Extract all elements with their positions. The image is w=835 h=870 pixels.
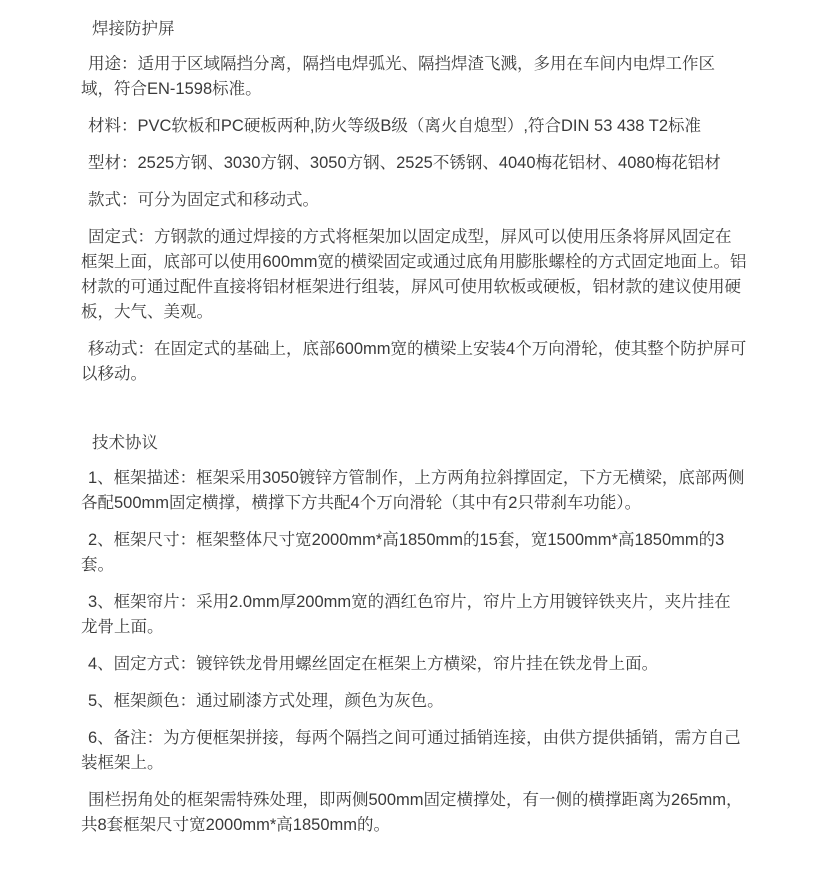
tech-item-fixing-method: 4、固定方式：镀锌铁龙骨用螺丝固定在框架上方横梁，帘片挂在铁龙骨上面。 [88,655,659,673]
paragraph-material: 材料：PVC软板和PC硬板两种,防火等级B级（离火自熄型）,符合DIN 53 438 T2标准 [88,117,702,135]
paragraph-corner-note: 围栏拐角处的框架需特殊处理，即两侧500mm固定横撑处，有一侧的横撑距离为265mm，共8套框架尺寸宽2000mm*高1850mm的。 [81,791,743,834]
paragraph-usage: 用途：适用于区域隔挡分离，隔挡电焊弧光、隔挡焊渣飞溅，多用在车间内电焊工作区域，符合EN-1598标准。 [81,55,715,98]
paragraph-profiles: 型材：2525方钢、3030方钢、3050方钢、2525不锈钢、4040梅花铝材、4080梅花铝材 [88,154,721,172]
section-heading-tech-agreement: 技术协议 [92,434,158,452]
paragraph-fixed-type: 固定式：方钢款的通过焊接的方式将框架加以固定成型，屏风可以使用压条将屏风固定在框架上面，底部可以使用600mm宽的横梁固定或通过底角用膨胀螺栓的方式固定地面上。铝材款的可通过配件直接将铝材框架进行组装，屏风可使用软板或硬板，铝材款的建议使用硬板，大气、美观。 [81,228,747,321]
document-title: 焊接防护屏 [92,20,175,38]
tech-item-remarks: 6、备注：为方便框架拼接，每两个隔挡之间可通过插销连接，由供方提供插销，需方自己装框架上。 [81,729,741,772]
paragraph-styles: 款式：可分为固定式和移动式。 [88,191,319,209]
tech-item-frame-curtain: 3、框架帘片：采用2.0mm厚200mm宽的酒红色帘片，帘片上方用镀锌铁夹片，夹片挂在龙骨上面。 [81,593,731,636]
tech-item-frame-color: 5、框架颜色：通过刷漆方式处理，颜色为灰色。 [88,692,444,710]
tech-item-frame-size: 2、框架尺寸：框架整体尺寸宽2000mm*高1850mm的15套，宽1500mm*高1850mm的3套。 [81,531,725,574]
paragraph-mobile-type: 移动式：在固定式的基础上，底部600mm宽的横梁上安装4个万向滑轮，使其整个防护屏可以移动。 [81,340,747,383]
tech-item-frame-description: 1、框架描述：框架采用3050镀锌方管制作，上方两角拉斜撑固定，下方无横梁，底部两侧各配500mm固定横撑，横撑下方共配4个万向滑轮（其中有2只带刹车功能）。 [81,469,745,512]
